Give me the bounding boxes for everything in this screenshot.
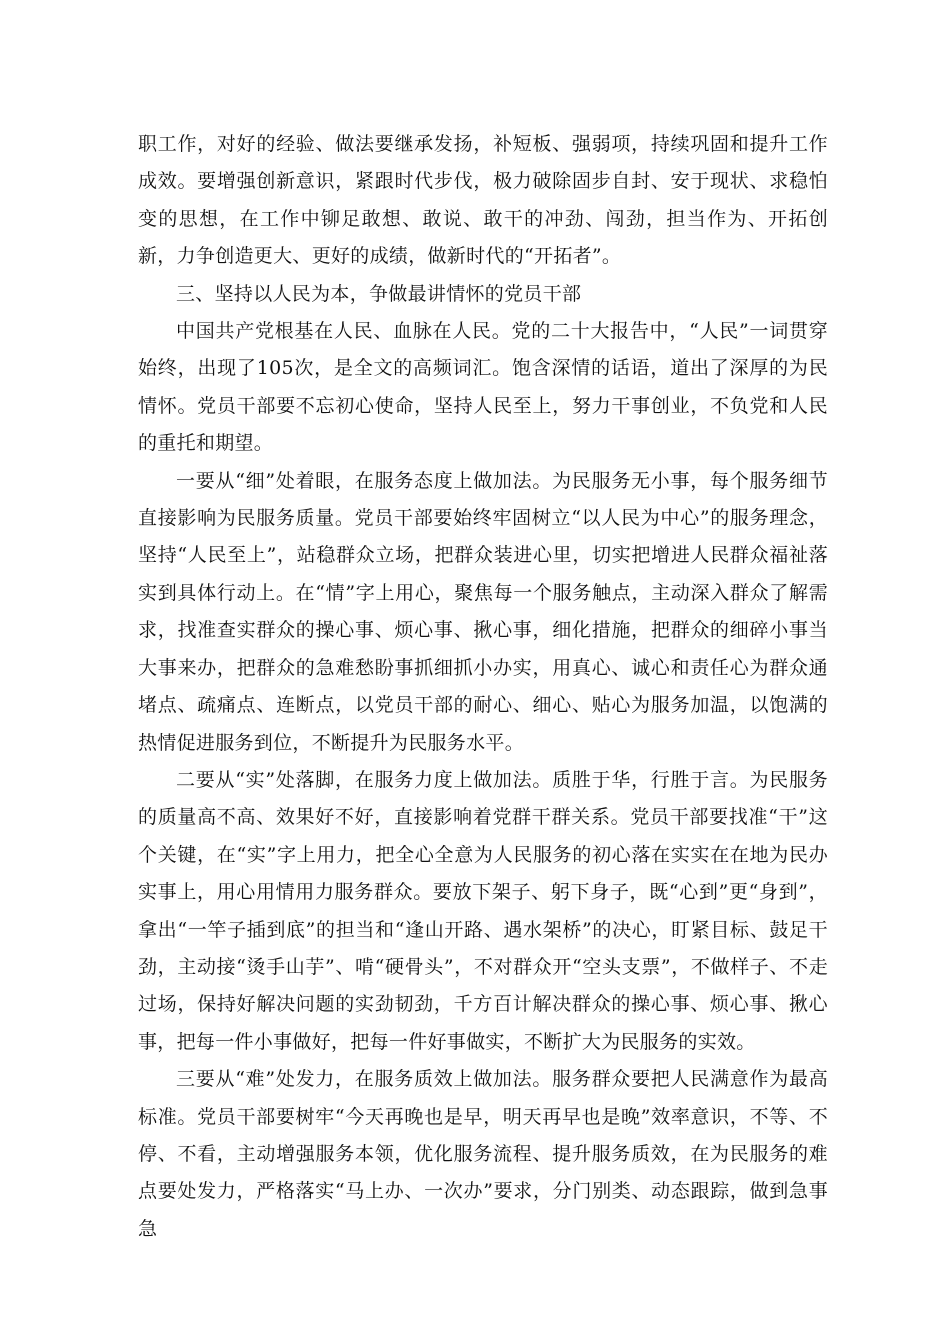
paragraph: 中国共产党根基在人民、血脉在人民。党的二十大报告中，“人民”一词贯穿始终，出现了105次，是全文的高频词汇。饱含深情的话语，道出了深厚的为民情怀。党员干部要不忘初心使命，坚持人民至上，努力干事创业，不负党和人民的重托和期望。: [138, 320, 828, 455]
body-text: [138, 126, 828, 1248]
section-heading: 三、坚持以人民为本，争做最讲情怀的党员干部: [176, 282, 582, 305]
paragraph: 二要从“实”处落脚，在服务力度上做加法。质胜于华，行胜于言。为民服务的质量高不高、效果好不好，直接影响着党群干群关系。党员干部要找准“干”这个关键，在“实”字上用力，把全心全意为人民服务的初心落在实实在在地为民办实事上，用心用情用力服务群众。要放下架子、躬下身子，既“心到”更“身到”，拿出“一竿子插到底”的担当和“逢山开路、遇水架桥”的决心，盯紧目标、鼓足干劲，主动接“烫手山芋”、啃“硬骨头”，不对群众开“空头支票”，不做样子、不走过场，保持好解决问题的实劲韧劲，千方百计解决群众的操心事、烦心事、揪心事，把每一件小事做好，把每一件好事做实，不断扩大为民服务的实效。: [138, 768, 828, 1053]
paragraph: 一要从“细”处着眼，在服务态度上做加法。为民服务无小事，每个服务细节直接影响为民服务质量。党员干部要始终牢固树立“以人民为中心”的服务理念，坚持“人民至上”，站稳群众立场，把群众装进心里，切实把增进人民群众福祉落实到具体行动上。在“情”字上用心，聚焦每一个服务触点，主动深入群众了解需求，找准查实群众的操心事、烦心事、揪心事，细化措施，把群众的细碎小事当大事来办，把群众的急难愁盼事抓细抓小办实，用真心、诚心和责任心为群众通堵点、疏痛点、连断点，以党员干部的耐心、细心、贴心为服务加温，以饱满的热情促进服务到位，不断提升为民服务水平。: [138, 469, 828, 754]
paragraph: 三要从“难”处发力，在服务质效上做加法。服务群众要把人民满意作为最高标准。党员干部要树牢“今天再晚也是早，明天再早也是晚”效率意识，不等、不停、不看，主动增强服务本领，优化服务流程、提升服务质效，在为民服务的难点要处发力，严格落实“马上办、一次办”要求，分门别类、动态跟踪，做到急事急: [138, 1068, 828, 1240]
paragraph-continuation: 职工作，对好的经验、做法要继承发扬，补短板、强弱项，持续巩固和提升工作成效。要增强创新意识，紧跟时代步伐，极力破除固步自封、安于现状、求稳怕变的思想，在工作中铆足敢想、敢说、敢干的冲劲、闯劲，担当作为、开拓创新，力争创造更大、更好的成绩，做新时代的“开拓者”。: [138, 133, 828, 268]
